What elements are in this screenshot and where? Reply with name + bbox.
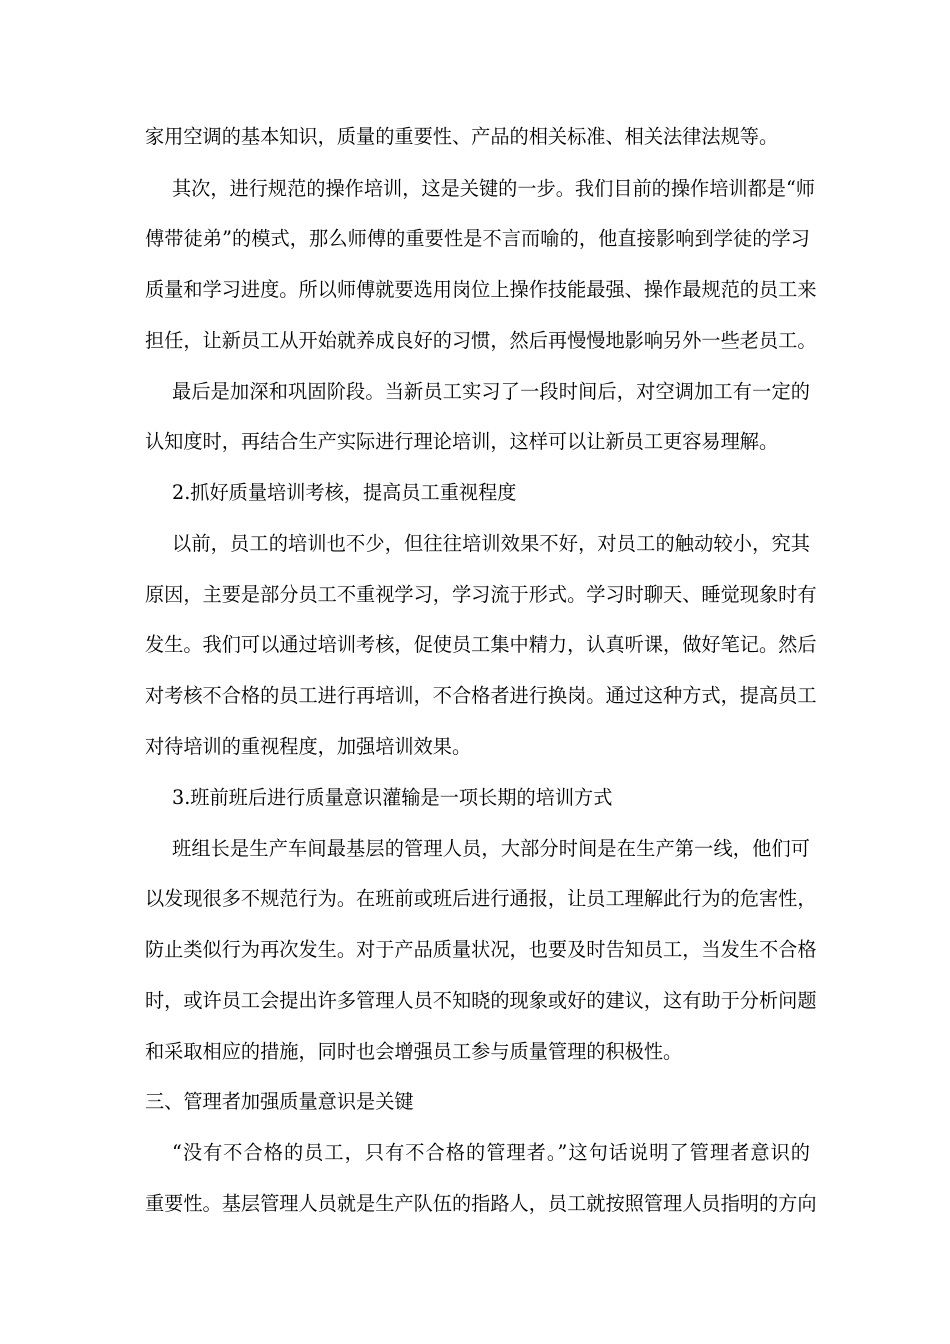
text-line-3: 傅带徒弟”的模式，那么师傅的重要性是不言而喻的，他直接影响到学徒的学习 (145, 227, 810, 250)
text-line-18: 时，或许员工会提出许多管理人员不知晓的现象或好的建议，这有助于分析问题 (145, 989, 817, 1012)
text-line-17: 防止类似行为再次发生。对于产品质量状况，也要及时告知员工，当发生不合格 (145, 938, 817, 961)
text-line-7: 认知度时，再结合生产实际进行理论培训，这样可以让新员工更容易理解。 (145, 430, 779, 453)
subheading-3: 3.班前班后进行质量意识灌输是一项长期的培训方式 (172, 786, 613, 809)
text-line-6: 最后是加深和巩固阶段。当新员工实习了一段时间后，对空调加工有一定的 (172, 380, 810, 403)
subheading-2: 2.抓好质量培训考核，提高员工重视程度 (172, 481, 517, 504)
text-line-15: 班组长是生产车间最基层的管理人员，大部分时间是在生产第一线，他们可 (172, 837, 810, 860)
text-line-5: 担任，让新员工从开始就养成良好的习惯，然后再慢慢地影响另外一些老员工。 (145, 329, 817, 352)
text-line-21: “没有不合格的员工，只有不合格的管理者。”这句话说明了管理者意识的 (172, 1141, 810, 1164)
text-line-16: 以发现很多不规范行为。在班前或班后进行通报，让员工理解此行为的危害性， (145, 887, 817, 910)
text-line-4: 质量和学习进度。所以师傅就要选用岗位上操作技能最强、操作最规范的员工来 (145, 278, 817, 301)
text-line-11: 发生。我们可以通过培训考核，促使员工集中精力，认真听课，做好笔记。然后 (145, 633, 817, 656)
text-line-22: 重要性。基层管理人员就是生产队伍的指路人，员工就按照管理人员指明的方向 (145, 1192, 817, 1215)
text-line-19: 和采取相应的措施，同时也会增强员工参与质量管理的积极性。 (145, 1040, 683, 1063)
text-line-2: 其次，进行规范的操作培训，这是关键的一步。我们目前的操作培训都是“师 (172, 177, 815, 200)
text-line-9: 以前，员工的培训也不少，但往往培训效果不好，对员工的触动较小，究其 (172, 532, 810, 555)
section-heading-3: 三、管理者加强质量意识是关键 (145, 1090, 414, 1113)
text-line-13: 对待培训的重视程度，加强培训效果。 (145, 735, 472, 758)
text-line-12: 对考核不合格的员工进行再培训，不合格者进行换岗。通过这种方式，提高员工 (145, 684, 817, 707)
text-line-10: 原因，主要是部分员工不重视学习，学习流于形式。学习时聊天、睡觉现象时有 (145, 583, 817, 606)
text-line-1: 家用空调的基本知识，质量的重要性、产品的相关标准、相关法律法规等。 (145, 125, 779, 148)
